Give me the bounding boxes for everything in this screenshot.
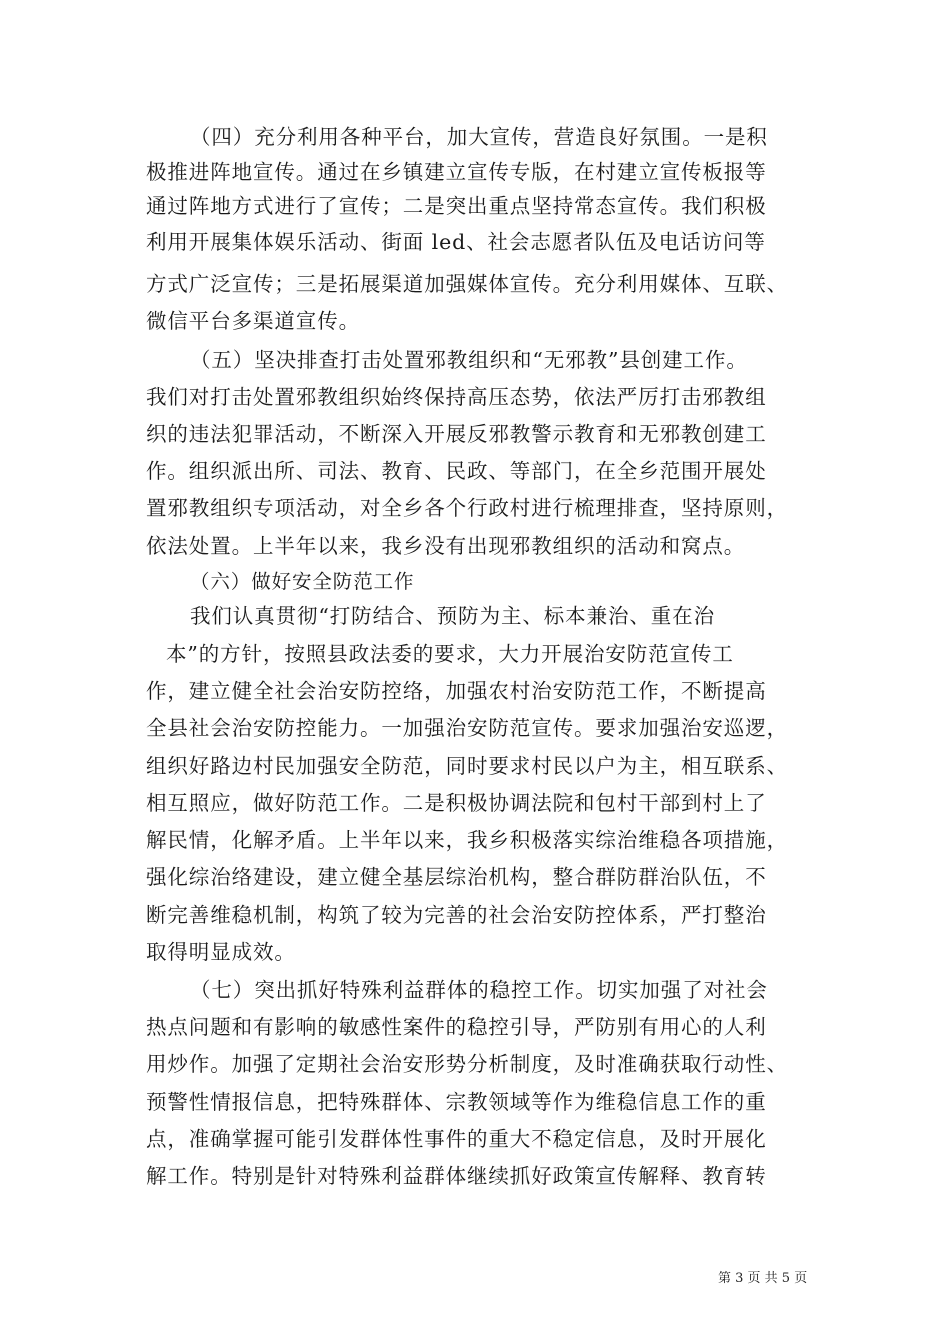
text-line: 用炒作。加强了定期社会治安形势分析制度，及时准确获取行动性、 [146, 1052, 788, 1076]
text-line: 依法处置。上半年以来，我乡没有出现邪教组织的活动和窝点。 [146, 534, 746, 558]
text-line: 我们认真贯彻“打防结合、预防为主、标本兼治、重在治 [190, 604, 715, 628]
text-line: 解民情，化解矛盾。上半年以来，我乡积极落实综治维稳各项措施， [146, 828, 788, 852]
text-line: 织的违法犯罪活动，不断深入开展反邪教警示教育和无邪教创建工 [146, 422, 767, 446]
text-line: 作，建立健全社会治安防控络，加强农村治安防范工作，不断提高 [146, 679, 767, 703]
text-line: 组织好路边村民加强安全防范，同时要求村民以户为主，相互联系、 [146, 754, 788, 778]
section-heading: （六）做好安全防范工作 [190, 570, 415, 593]
text-line: （五）坚决排查打击处置邪教组织和“无邪教”县创建工作。 [190, 348, 748, 372]
text-line: 方式广泛宣传；三是拓展渠道加强媒体宣传。充分利用媒体、互联、 [146, 272, 788, 296]
text-line: 预警性情报信息，把特殊群体、宗教领域等作为维稳信息工作的重 [146, 1090, 767, 1114]
text-line: 取得明显成效。 [146, 940, 296, 964]
text-line: 解工作。特别是针对特殊利益群体继续抓好政策宣传解释、教育转 [146, 1164, 767, 1188]
text-line: 热点问题和有影响的敏感性案件的稳控引导，严防别有用心的人利 [146, 1015, 767, 1039]
page-number: 第 3 页 共 5 页 [718, 1271, 808, 1286]
text-line: 点，准确掌握可能引发群体性事件的重大不稳定信息，及时开展化 [146, 1127, 767, 1151]
text-line: 利用开展集体娱乐活动、街面 led、社会志愿者队伍及电话访问等 [146, 230, 766, 254]
text-line: 全县社会治安防控能力。一加强治安防范宣传。要求加强治安巡逻， [146, 716, 788, 740]
text-line: 置邪教组织专项活动，对全乡各个行政村进行梳理排查，坚持原则， [146, 496, 788, 520]
text-line: 通过阵地方式进行了宣传；二是突出重点坚持常态宣传。我们积极 [146, 194, 767, 218]
text-line: 微信平台多渠道宣传。 [146, 309, 360, 333]
text-line: 断完善维稳机制，构筑了较为完善的社会治安防控体系，严打整治 [146, 903, 767, 927]
text-line: 相互照应，做好防范工作。二是积极协调法院和包村干部到村上了 [146, 791, 767, 815]
text-line: 本”的方针，按照县政法委的要求，大力开展治安防范宣传工 [166, 642, 734, 666]
text-line: （七）突出抓好特殊利益群体的稳控工作。切实加强了对社会 [190, 978, 768, 1002]
text-line: 强化综治络建设，建立健全基层综治机构，整合群防群治队伍，不 [146, 865, 767, 889]
text-line: 我们对打击处置邪教组织始终保持高压态势，依法严厉打击邪教组 [146, 385, 767, 409]
text-line: 作。组织派出所、司法、教育、民政、等部门，在全乡范围开展处 [146, 459, 767, 483]
text-line: （四）充分利用各种平台，加大宣传，营造良好氛围。一是积 [190, 125, 768, 149]
text-line: 极推进阵地宣传。通过在乡镇建立宣传专版，在村建立宣传板报等 [146, 160, 767, 184]
